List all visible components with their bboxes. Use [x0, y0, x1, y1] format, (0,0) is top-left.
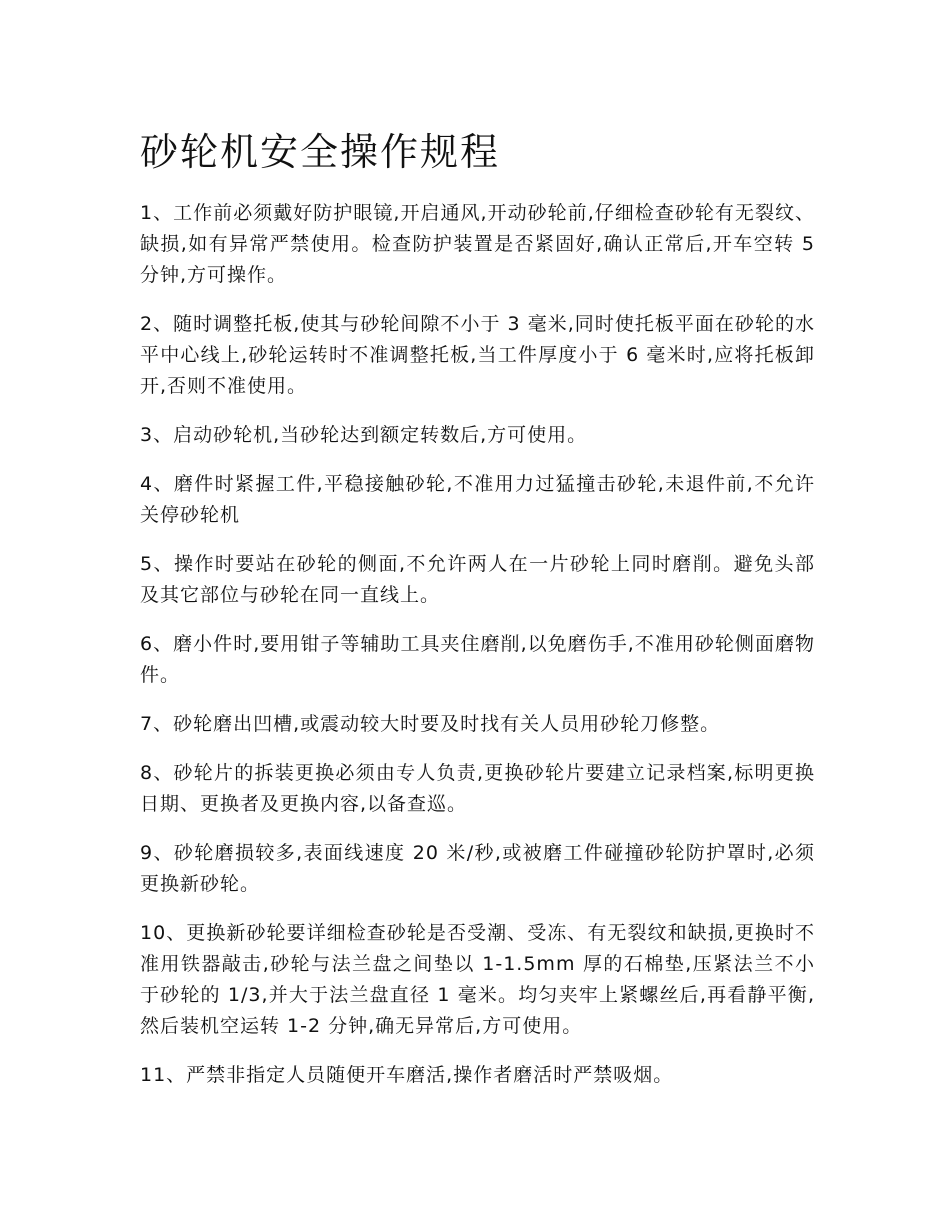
clause-4: 4、磨件时紧握工件,平稳接触砂轮,不准用力过猛撞击砂轮,未退件前,不允许关停砂轮机 [140, 473, 815, 526]
clause-1: 1、工作前必须戴好防护眼镜,开启通风,开动砂轮前,仔细检查砂轮有无裂纹、缺损,如有异常严禁使用。检查防护装置是否紧固好,确认正常后,开车空转 5 分钟,方可操作。 [140, 202, 815, 286]
document-title: 砂轮机安全操作规程 [140, 130, 501, 174]
clause-7: 7、砂轮磨出凹槽,或震动较大时要及时找有关人员用砂轮刀修整。 [140, 713, 721, 735]
clause-9: 9、砂轮磨损较多,表面线速度 20 米/秒,或被磨工件碰撞砂轮防护罩时,必须更换新砂轮。 [140, 842, 815, 895]
clause-8: 8、砂轮片的拆装更换必须由专人负责,更换砂轮片要建立记录档案,标明更换日期、更换者及更换内容,以备查巡。 [140, 762, 815, 815]
clause-11: 11、严禁非指定人员随便开车磨活,操作者磨活时严禁吸烟。 [140, 1064, 674, 1086]
clause-2: 2、随时调整托板,使其与砂轮间隙不小于 3 毫米,同时使托板平面在砂轮的水平中心线上,砂轮运转时不准调整托板,当工件厚度小于 6 毫米时,应将托板卸开,否则不准使用。 [140, 313, 815, 397]
document-page [140, 128, 815, 1109]
clause-6: 6、磨小件时,要用钳子等辅助工具夹住磨削,以免磨伤手,不准用砂轮侧面磨物件。 [140, 633, 815, 686]
clause-5: 5、操作时要站在砂轮的侧面,不允许两人在一片砂轮上同时磨削。避免头部及其它部位与砂轮在同一直线上。 [140, 553, 815, 606]
clause-10: 10、更换新砂轮要详细检查砂轮是否受潮、受冻、有无裂纹和缺损,更换时不准用铁器敲击,砂轮与法兰盘之间垫以 1-1.5mm 厚的石棉垫,压紧法兰不小于砂轮的 1/3,并大于法兰盘直径 1 毫米。均匀夹牢上紧螺丝后,再看静平衡,然后装机空运转 1-2 分钟,确无异常后,方可使用。 [140, 922, 815, 1037]
clause-3: 3、启动砂轮机,当砂轮达到额定转数后,方可使用。 [140, 424, 588, 446]
